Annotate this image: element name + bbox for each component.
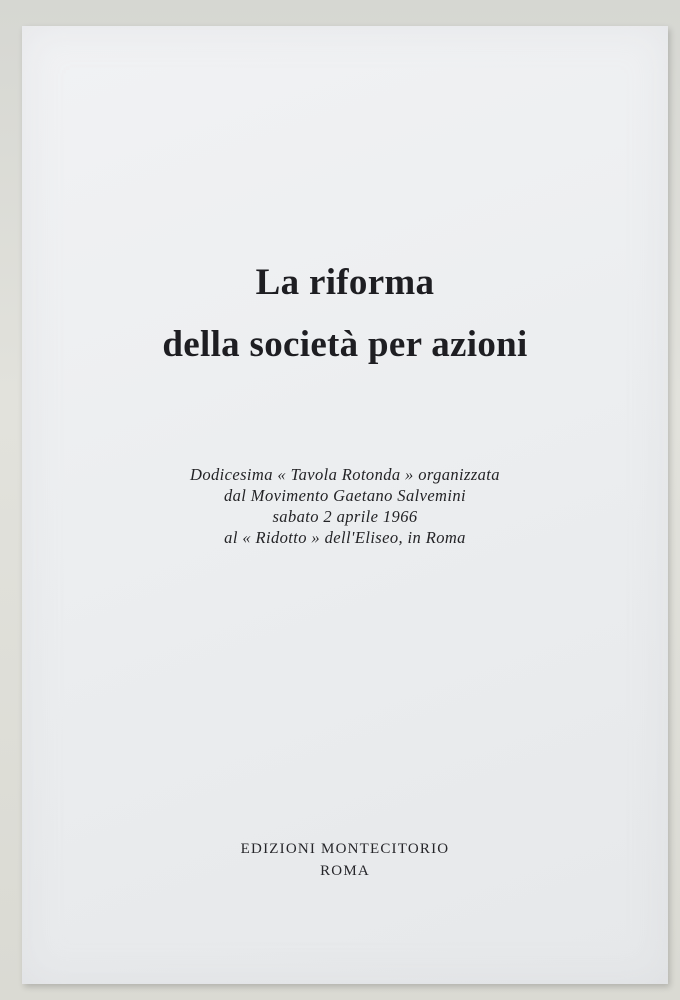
book-title (22, 252, 668, 376)
book-cover (22, 26, 668, 984)
title-line-1: La riforma (255, 262, 435, 303)
subtitle-line-1: Dodicesima « Tavola Rotonda » organizzata (190, 465, 500, 484)
publisher-name: EDIZIONI MONTECITORIO (240, 841, 450, 857)
book-subtitle (22, 464, 668, 548)
publisher-city: ROMA (320, 863, 370, 879)
subtitle-line-4: al « Ridotto » dell'Eliseo, in Roma (224, 528, 466, 547)
subtitle-line-2: dal Movimento Gaetano Salvemini (224, 486, 466, 505)
title-line-2: della società per azioni (162, 324, 528, 365)
publisher-block (22, 838, 668, 882)
subtitle-line-3: sabato 2 aprile 1966 (272, 507, 418, 526)
